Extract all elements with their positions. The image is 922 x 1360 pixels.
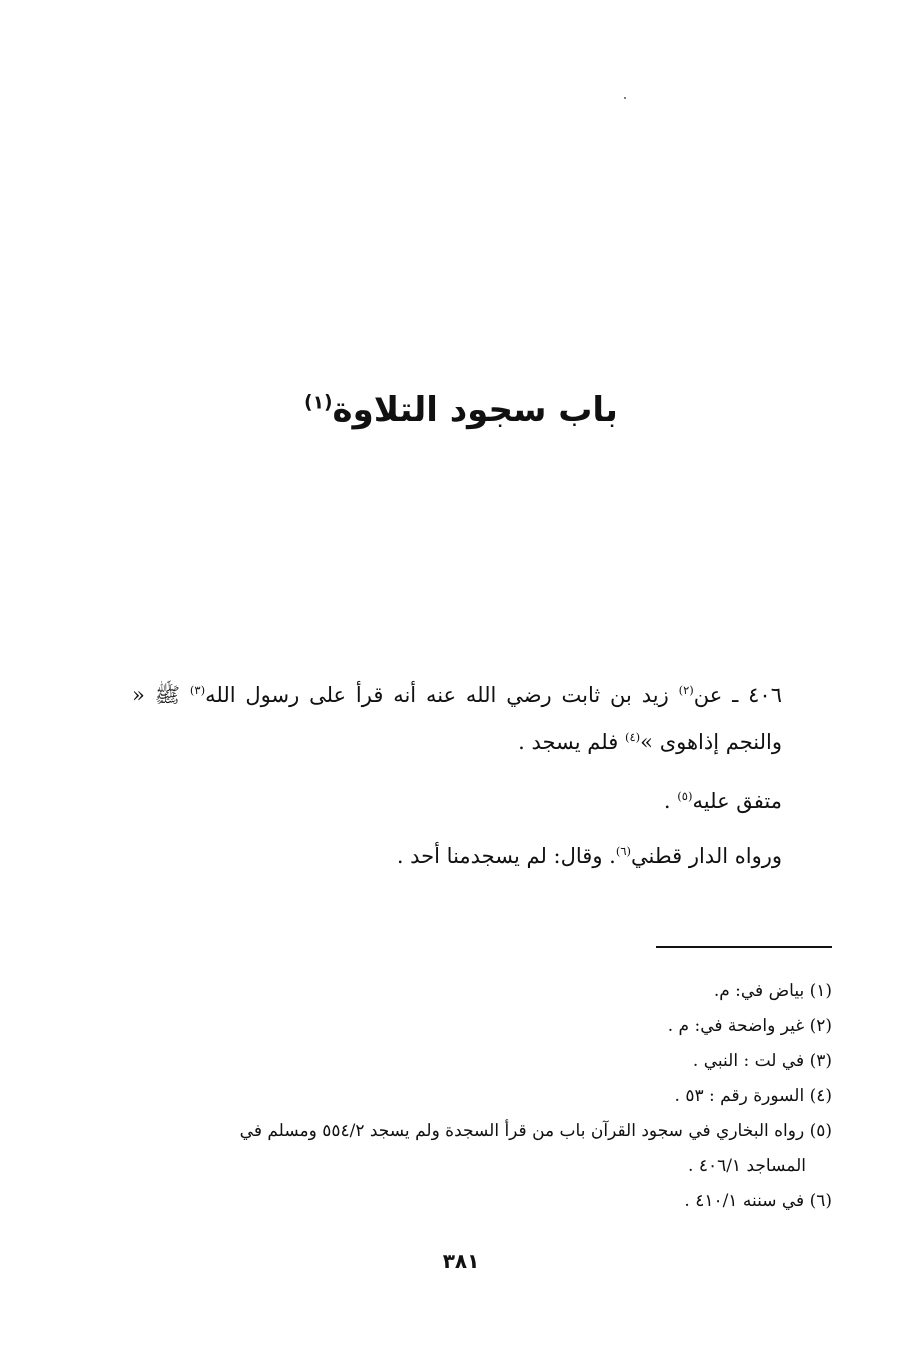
narration-line [132, 833, 782, 880]
hadith-block [132, 672, 782, 880]
agreed-upon-end: . [663, 789, 678, 813]
footnote-ref: (٢) [678, 683, 694, 697]
agreed-upon-text: متفق عليه [692, 789, 782, 813]
page-number: ٣٨١ [442, 1249, 480, 1273]
footnote-separator [656, 946, 832, 948]
footnote-item: (٣) في لت : النبي . [692, 1051, 832, 1071]
footnote-ref: (٥) [677, 789, 693, 803]
scan-speck [624, 97, 626, 99]
footnote-ref: (٦) [615, 844, 632, 858]
hadith-text-part: فلم يسجد . [518, 730, 625, 754]
footnote-item: (٤) السورة رقم : ٥٣ . [674, 1086, 832, 1106]
hadith-text-part: ﷺ « والنجم إذاهوى » [132, 683, 782, 754]
footnote-item: (٦) في سننه ٤١٠/١ . [684, 1191, 832, 1211]
footnote-item: (٢) غير واضحة في: م . [667, 1016, 832, 1036]
hadith-number-intro: ٤٠٦ ـ عن [693, 683, 782, 707]
footnote-ref: (٤) [624, 730, 641, 744]
footnote-continuation: المساجد ٤٠٦/١ . [688, 1156, 806, 1176]
footnote-item [132, 1114, 832, 1184]
chapter-title-text: باب سجود التلاوة [332, 390, 618, 430]
hadith-text [132, 672, 782, 766]
narration-text-end: . وقال: لم يسجدمنا أحد . [396, 844, 616, 868]
agreed-upon-line [132, 778, 782, 825]
footnote-ref: (١) [304, 392, 333, 414]
footnote-item: (١) بياض في: م. [713, 981, 832, 1001]
footnotes [132, 974, 832, 1219]
footnote-ref: (٣) [189, 683, 206, 697]
footnote-text: (٥) رواه البخاري في سجود القرآن باب من قرأ السجدة ولم يسجد ٥٥٤/٢ ومسلم في [239, 1121, 832, 1141]
hadith-text-part: زيد بن ثابت رضي الله عنه أنه قرأ على رسول الله [205, 683, 679, 707]
chapter-title [0, 385, 922, 435]
narration-text: ورواه الدار قطني [631, 844, 782, 868]
